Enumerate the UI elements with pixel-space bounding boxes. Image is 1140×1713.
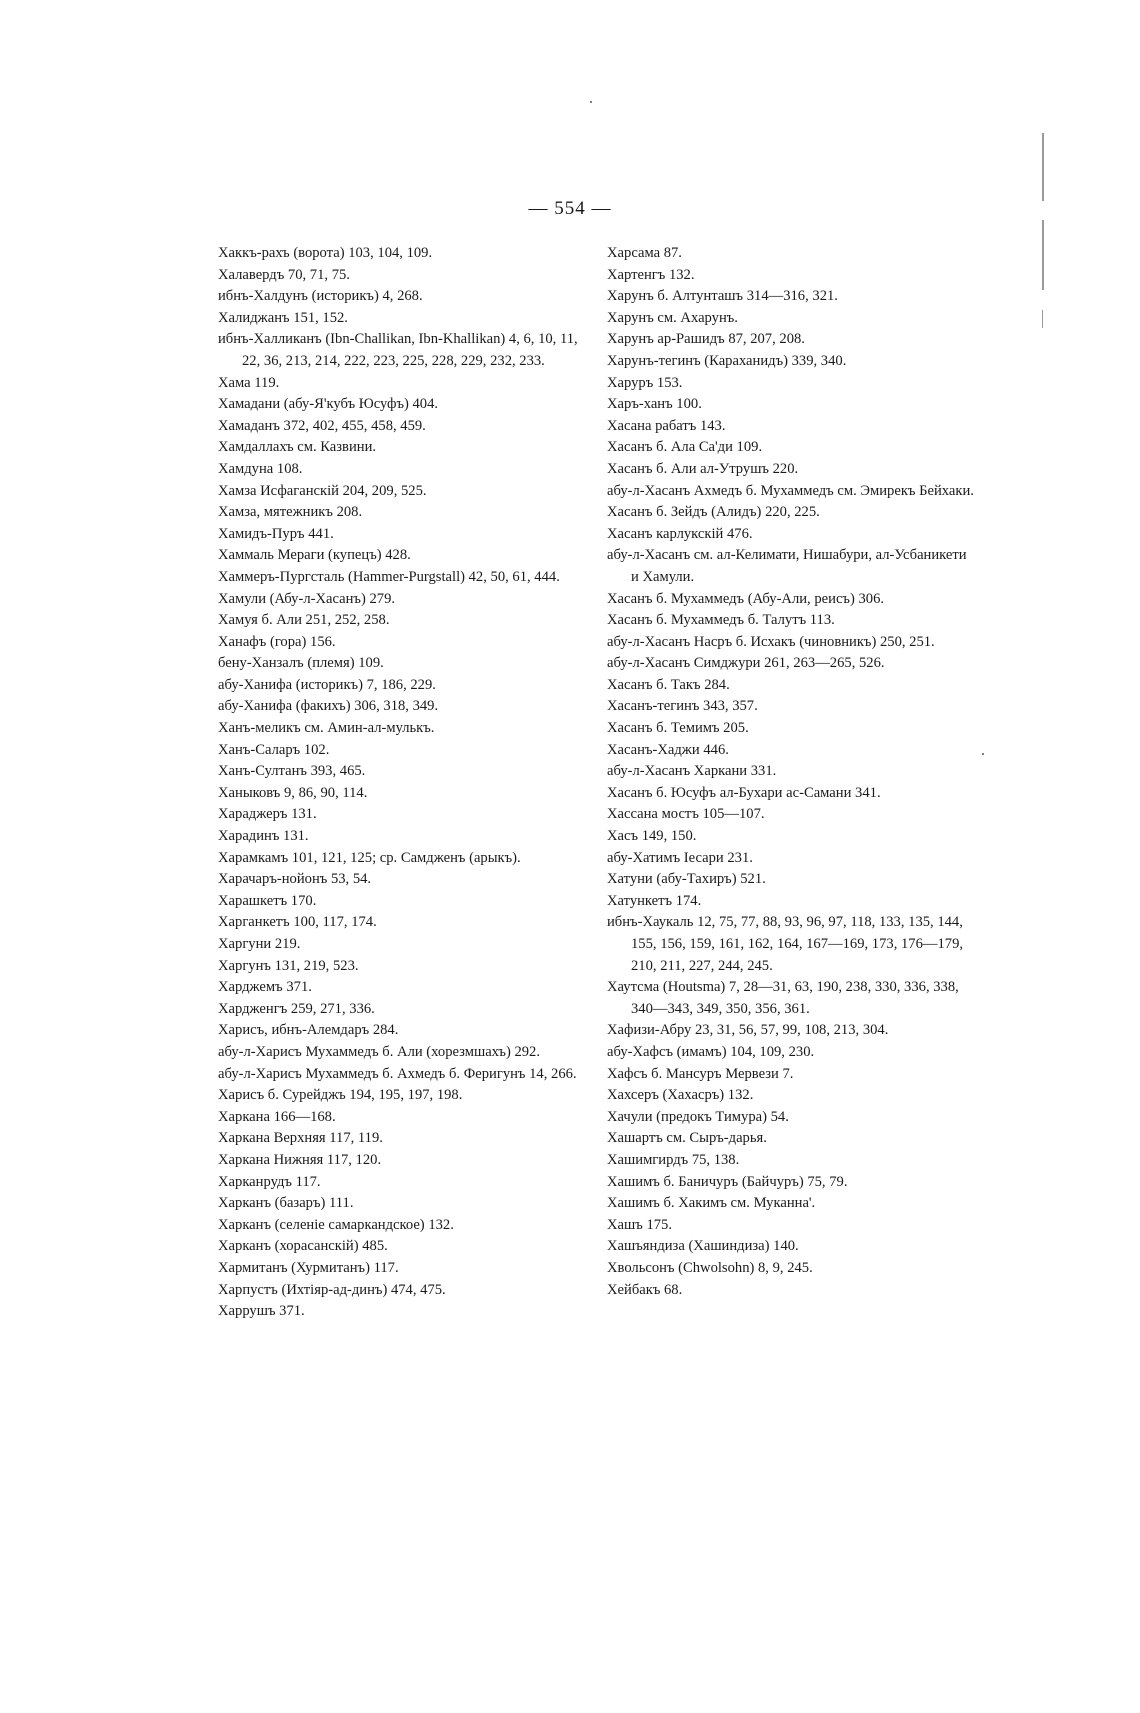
index-entry: Хасанъ-тегинъ 343, 357.	[607, 698, 758, 715]
index-entry: Хасанъ б. Мухаммедъ б. Талутъ 113.	[607, 612, 835, 629]
index-entry: Хвольсонъ (Chwolsohn) 8, 9, 245.	[607, 1259, 813, 1276]
index-entry: Хамуя б. Али 251, 252, 258.	[218, 612, 390, 629]
index-entry: Хашимъ б. Хакимъ см. Муканна'.	[607, 1195, 816, 1212]
index-entry: Хассана мостъ 105—107.	[607, 806, 765, 823]
index-entry: абу-Ханифа (историкъ) 7, 186, 229.	[218, 676, 436, 693]
index-entry: Хасанъ-Хаджи 446.	[607, 741, 729, 758]
index-entry: абу-Ханифа (факихъ) 306, 318, 349.	[218, 698, 439, 715]
index-entry: Хейбакъ 68.	[607, 1281, 683, 1298]
index-entry: Хармитанъ (Хурмитанъ) 117.	[218, 1259, 399, 1276]
scan-artifact-line	[1042, 310, 1043, 328]
index-entry: Харунъ ар-Рашидъ 87, 207, 208.	[607, 331, 805, 348]
index-entry: Хамидъ-Пуръ 441.	[218, 525, 334, 542]
index-entry: Харкана Верхняя 117, 119.	[218, 1130, 383, 1147]
index-entry: Харгуни 219.	[218, 936, 301, 952]
index-entry: Хасанъ б. Али ал-Утрушъ 220.	[607, 460, 799, 477]
index-entry: Хашимъ б. Баничуръ (Байчуръ) 75, 79.	[607, 1173, 848, 1190]
scan-artifact-line	[1042, 220, 1044, 290]
index-entry: Хардженгъ 259, 271, 336.	[218, 1000, 375, 1017]
index-entry: абу-л-Хасанъ Насръ б. Исхакъ (чиновникъ) 250, 251.	[607, 633, 935, 650]
index-entry: абу-л-Харисъ Мухаммедъ б. Али (хорезмшахъ) 292.	[218, 1043, 541, 1060]
index-entry: Хасанъ б. Зейдъ (Алидъ) 220, 225.	[607, 504, 820, 521]
index-entry: Харкана 166—168.	[218, 1108, 336, 1125]
index-column-left	[218, 243, 580, 1323]
index-entry: Харканъ (селеніе самаркандское) 132.	[218, 1216, 454, 1233]
index-entry: ибнъ-Хаукаль 12, 75, 77, 88, 93, 96, 97, 118, 133, 135, 144, 155, 156, 159, 161, 162, 164, 167—169, 173, 176—179, 210, 211, 227, 244, 245.	[607, 914, 964, 974]
index-entry: Халиджанъ 151, 152.	[218, 309, 348, 326]
index-entry: Хаммаль Мераги (купецъ) 428.	[218, 547, 411, 564]
index-entry: Хатункетъ 174.	[607, 892, 702, 909]
index-entry: Хамдаллахъ см. Казвини.	[218, 439, 377, 456]
scan-artifact-dot	[982, 753, 984, 755]
index-entry: Хасана рабатъ 143.	[607, 417, 726, 434]
index-entry: Хаммеръ-Пургсталь (Hammer-Purgstall) 42, 50, 61, 444.	[218, 568, 560, 585]
index-entry: бену-Ханзалъ (племя) 109.	[218, 655, 384, 672]
index-entry: Ханъ-меликъ см. Амин-ал-мулькъ.	[218, 720, 435, 737]
index-entry: Харрушъ 371.	[218, 1303, 305, 1320]
index-entry: Ханъ-Саларъ 102.	[218, 741, 330, 758]
index-entry: Хараджеръ 131.	[218, 806, 317, 823]
scan-artifact-line	[1042, 133, 1044, 201]
index-entry: Харашкетъ 170.	[218, 892, 317, 909]
index-entry: абу-л-Хасанъ Симджури 261, 263—265, 526.	[607, 655, 885, 672]
index-entry: Харганкетъ 100, 117, 174.	[218, 914, 377, 931]
index-entry: Харкана Нижняя 117, 120.	[218, 1151, 382, 1168]
index-entry: Харуръ 153.	[607, 374, 683, 391]
index-entry: Ханафъ (гора) 156.	[218, 633, 336, 650]
index-entry: Хафизи-Абру 23, 31, 56, 57, 99, 108, 213, 304.	[607, 1022, 889, 1039]
index-entry: Хатуни (абу-Тахиръ) 521.	[607, 871, 766, 888]
index-entry: Хамадани (абу-Я'кубъ Юсуфъ) 404.	[218, 396, 439, 413]
index-entry: Хасанъ карлукскій 476.	[607, 525, 753, 542]
index-entry: Хачули (предокъ Тимура) 54.	[607, 1108, 789, 1125]
index-entry: Хахсеръ (Хахасръ) 132.	[607, 1087, 754, 1104]
index-entry: Харунъ см. Ахарунъ.	[607, 309, 738, 326]
index-entry: Хамза, мятежникъ 208.	[218, 504, 363, 521]
scan-artifact-dot	[590, 101, 592, 103]
index-entry: Хашимгирдъ 75, 138.	[607, 1151, 740, 1168]
index-entry: абу-Хафсъ (имамъ) 104, 109, 230.	[607, 1043, 815, 1060]
index-column-right	[607, 243, 975, 1301]
index-entry: абу-л-Хасанъ Харкани 331.	[607, 763, 777, 780]
index-entry: Харъ-ханъ 100.	[607, 396, 702, 413]
index-entry: Ханыковъ 9, 86, 90, 114.	[218, 784, 368, 801]
index-entry: Харсама 87.	[607, 245, 682, 261]
index-entry: Хафсъ б. Мансуръ Мервези 7.	[607, 1065, 794, 1082]
index-entry: Хама 119.	[218, 374, 280, 391]
index-entry: Хамдуна 108.	[218, 460, 303, 477]
index-entry: Хасанъ б. Такъ 284.	[607, 676, 730, 693]
index-entry: Хамули (Абу-л-Хасанъ) 279.	[218, 590, 396, 607]
index-entry: Халавердъ 70, 71, 75.	[218, 266, 350, 283]
index-entry: Харканъ (базаръ) 111.	[218, 1195, 354, 1212]
index-entry: Хашартъ см. Сыръ-дарья.	[607, 1130, 767, 1147]
index-entry: Харунъ-тегинъ (Караханидъ) 339, 340.	[607, 352, 847, 369]
index-entry: Хасанъ б. Темимъ 205.	[607, 720, 749, 737]
index-entry: абу-л-Хасанъ см. ал-Келимати, Нишабури, ал-Усбаникети и Хамули.	[607, 547, 967, 585]
index-entry: Харгунъ 131, 219, 523.	[218, 957, 359, 974]
index-entry: Харканрудъ 117.	[218, 1173, 321, 1190]
index-entry: Хамза Исфаганскій 204, 209, 525.	[218, 482, 427, 499]
index-entry: Хашъ 175.	[607, 1216, 672, 1233]
index-entry: Харджемъ 371.	[218, 979, 312, 996]
index-entry: абу-л-Харисъ Мухаммедъ б. Ахмедъ б. Феригунъ 14, 266.	[218, 1065, 577, 1082]
index-entry: Харамкамъ 101, 121, 125; ср. Самдженъ (арыкъ).	[218, 849, 521, 866]
index-entry: Ханъ-Султанъ 393, 465.	[218, 763, 366, 780]
index-entry: Хаккъ-рахъ (ворота) 103, 104, 109.	[218, 245, 433, 261]
index-entry: Хартенгъ 132.	[607, 266, 695, 283]
index-entry: Харадинъ 131.	[218, 828, 309, 845]
index-entry: Хасъ 149, 150.	[607, 828, 697, 845]
index-entry: абу-л-Хасанъ Ахмедъ б. Мухаммедъ см. Эмирекъ Бейхаки.	[607, 482, 974, 499]
index-entry: Хасанъ б. Ала Са'ди 109.	[607, 439, 763, 456]
index-entry: Хашъяндиза (Хашиндиза) 140.	[607, 1238, 799, 1255]
index-entry: Харунъ б. Алтунташъ 314—316, 321.	[607, 288, 838, 305]
index-entry: Харисъ б. Сурейджъ 194, 195, 197, 198.	[218, 1087, 463, 1104]
index-entry: абу-Хатимъ Іесари 231.	[607, 849, 753, 866]
index-entry: Харпустъ (Ихтіяр-ад-динъ) 474, 475.	[218, 1281, 446, 1298]
index-entry: Хамаданъ 372, 402, 455, 458, 459.	[218, 417, 426, 434]
index-entry: ибнъ-Халликанъ (Ibn-Challikan, Ibn-Khallikan) 4, 6, 10, 11, 22, 36, 213, 214, 222, 223, 225, 228, 229, 232, 233.	[218, 331, 578, 369]
index-entry: Харисъ, ибнъ-Алемдаръ 284.	[218, 1022, 399, 1039]
index-entry: ибнъ-Халдунъ (историкъ) 4, 268.	[218, 288, 423, 305]
index-entry: Хаутсма (Houtsma) 7, 28—31, 63, 190, 238, 330, 336, 338, 340—343, 349, 350, 356, 361.	[607, 979, 959, 1017]
index-entry: Хасанъ б. Юсуфъ ал-Бухари ас-Самани 341.	[607, 784, 881, 801]
index-entry: Харканъ (хорасанскій) 485.	[218, 1238, 388, 1255]
index-entry: Харачаръ-нойонъ 53, 54.	[218, 871, 372, 888]
index-entry: Хасанъ б. Мухаммедъ (Абу-Али, реисъ) 306.	[607, 590, 885, 607]
page-number: — 554 —	[528, 198, 612, 219]
